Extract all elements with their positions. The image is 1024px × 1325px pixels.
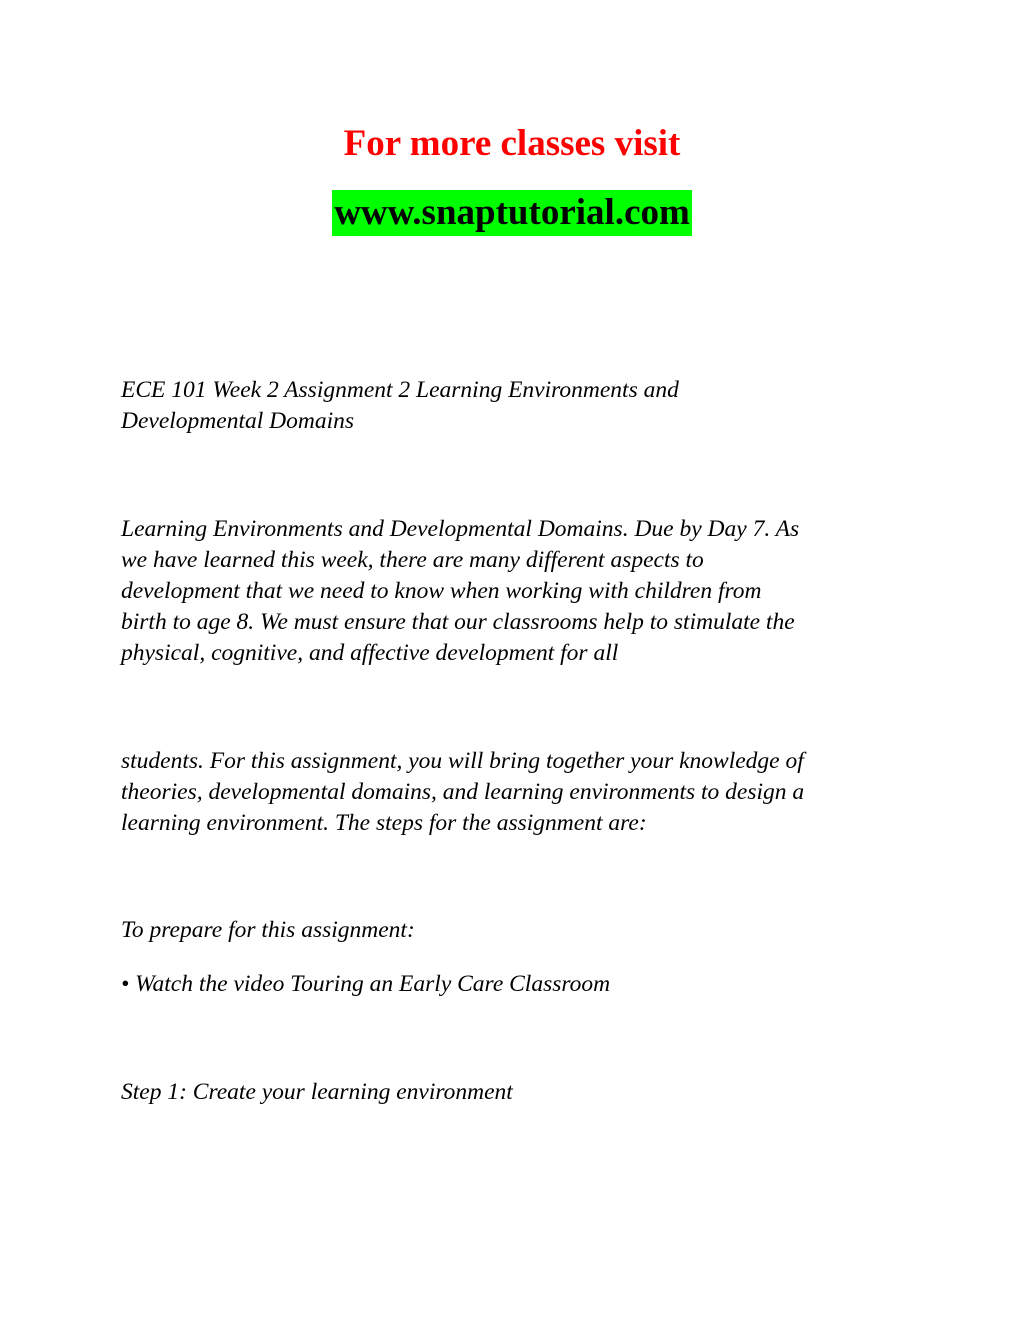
assignment-title	[121, 375, 911, 437]
description-paragraph-1	[121, 514, 911, 669]
bullet-item: • Watch the video Touring an Early Care Classroom	[121, 971, 611, 997]
description-paragraph-2	[121, 746, 911, 839]
assignment-title-line: ECE 101 Week 2 Assignment 2 Learning Environments and	[121, 377, 679, 403]
prepare-heading-text: To prepare for this assignment:	[121, 917, 415, 943]
assignment-title-line: Developmental Domains	[121, 408, 354, 434]
paragraph-line: birth to age 8. We must ensure that our classrooms help to stimulate the	[121, 609, 795, 635]
bullet-list	[121, 969, 911, 1000]
step-1-text: Step 1: Create your learning environment	[121, 1079, 513, 1105]
paragraph-line: physical, cognitive, and affective development for all	[121, 640, 619, 666]
paragraph-line: theories, developmental domains, and learning environments to design a	[121, 779, 805, 805]
paragraph-line: Learning Environments and Developmental Domains. Due by Day 7. As	[121, 516, 800, 542]
promo-heading: For more classes visit	[343, 123, 681, 164]
paragraph-line: we have learned this week, there are many different aspects to	[121, 547, 704, 573]
promo-link-container	[0, 190, 1024, 236]
paragraph-line: learning environment. The steps for the assignment are:	[121, 810, 647, 836]
paragraph-line: students. For this assignment, you will bring together your knowledge of	[121, 748, 804, 774]
promo-website-link[interactable]: www.snaptutorial.com	[332, 190, 692, 236]
prepare-heading	[121, 915, 911, 946]
step-1-heading	[121, 1077, 911, 1108]
paragraph-line: development that we need to know when working with children from	[121, 578, 762, 604]
